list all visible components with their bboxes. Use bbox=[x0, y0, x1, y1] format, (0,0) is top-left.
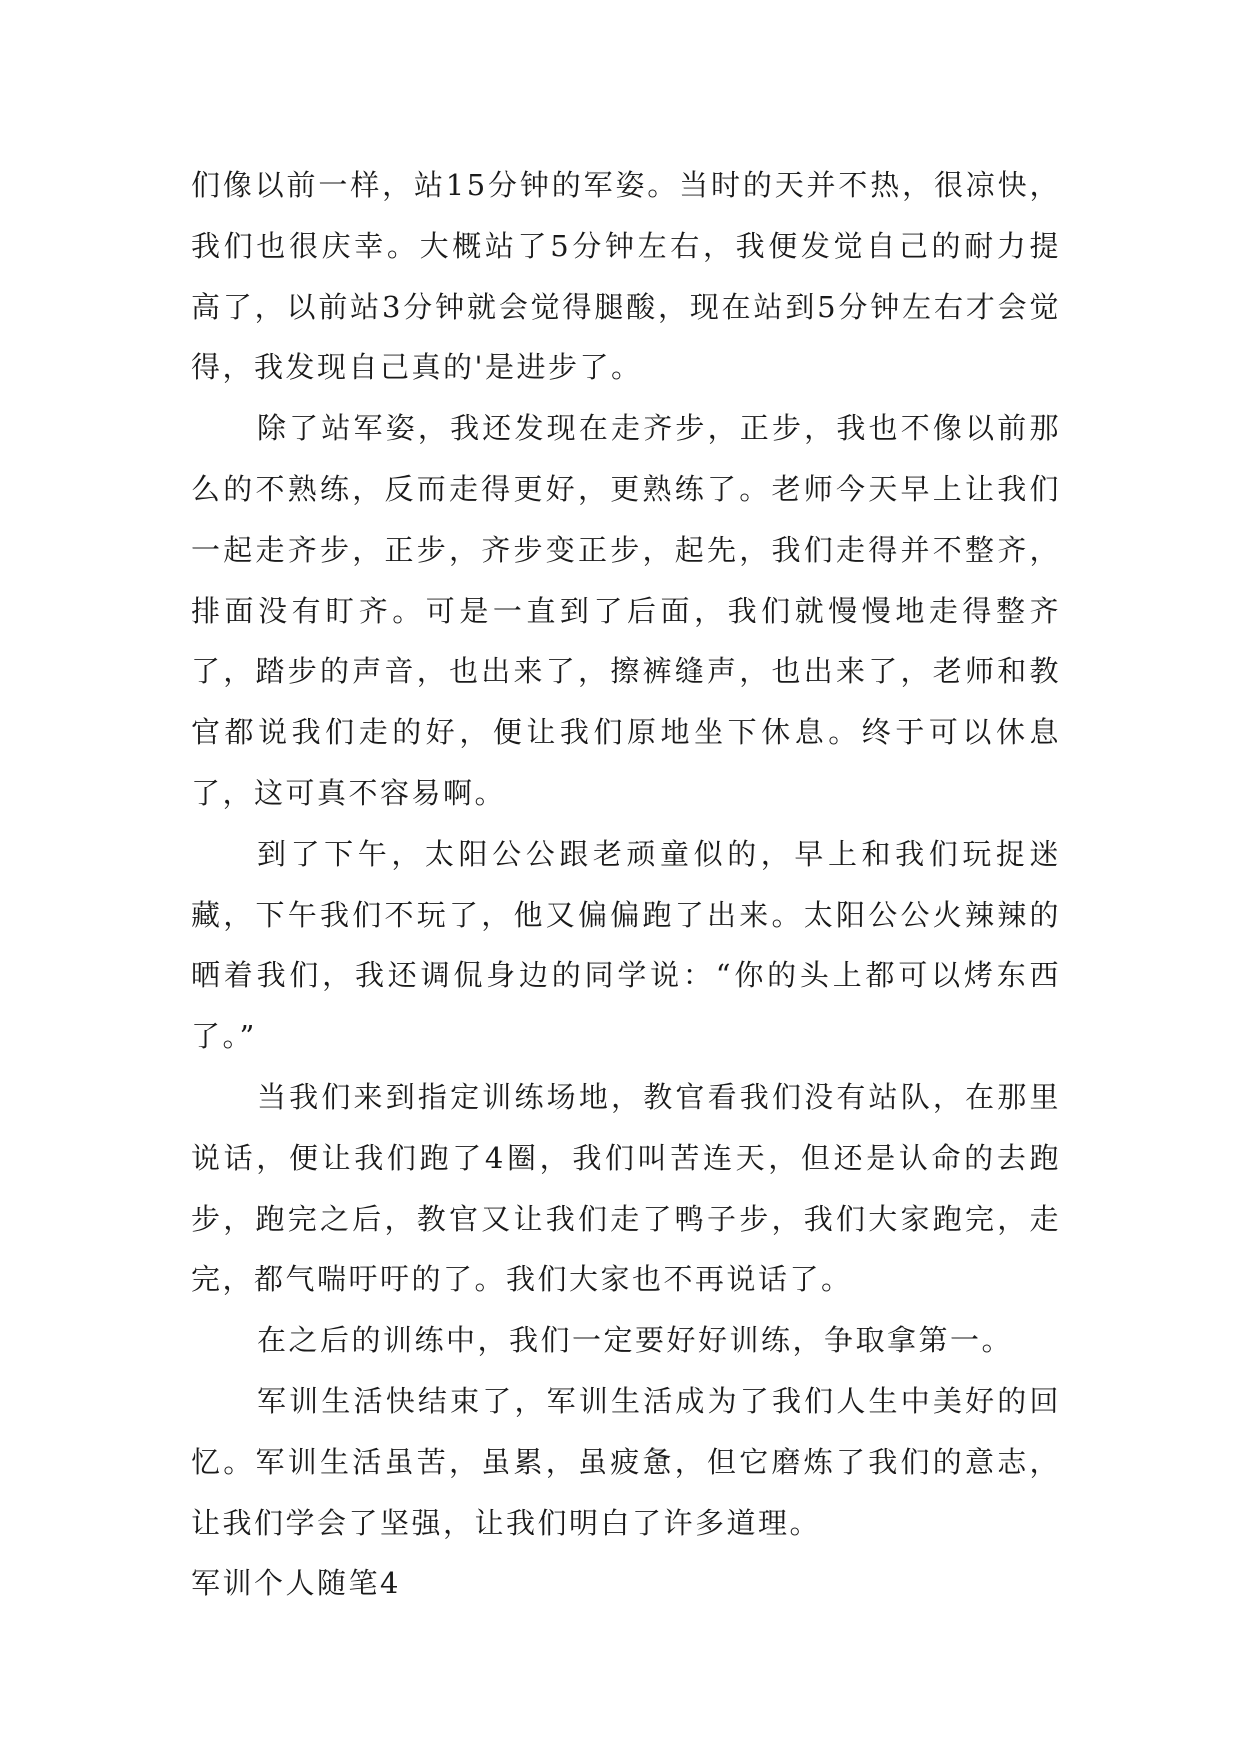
document-body bbox=[191, 155, 1061, 1614]
paragraph-5: 在之后的训练中，我们一定要好好训练，争取拿第一。 bbox=[257, 1323, 1014, 1358]
paragraph-4: 当我们来到指定训练场地，教官看我们没有站队，在那里说话，便让我们跑了4圈，我们叫苦连天，但还是认命的去跑步，跑完之后，教官又让我们走了鸭子步，我们大家跑完，走完，都气喘吁吁的了。我们大家也不再说话了。 bbox=[191, 1079, 1061, 1297]
section-heading: 军训个人随笔4 bbox=[191, 1566, 401, 1601]
paragraph-3: 到了下午，太阳公公跟老顽童似的，早上和我们玩捉迷藏，下午我们不玩了，他又偏偏跑了出来。太阳公公火辣辣的晒着我们，我还调侃身边的同学说：“你的头上都可以烤东西了。” bbox=[191, 836, 1061, 1054]
paragraph-2: 除了站军姿，我还发现在走齐步，正步，我也不像以前那么的不熟练，反而走得更好，更熟练了。老师今天早上让我们一起走齐步，正步，齐步变正步，起先，我们走得并不整齐，排面没有盯齐。可是一直到了后面，我们就慢慢地走得整齐了，踏步的声音，也出来了，擦裤缝声，也出来了，老师和教官都说我们走的好，便让我们原地坐下休息。终于可以休息了，这可真不容易啊。 bbox=[191, 411, 1061, 810]
paragraph-6: 军训生活快结束了，军训生活成为了我们人生中美好的回忆。军训生活虽苦，虽累，虽疲惫，但它磨炼了我们的意志，让我们学会了坚强，让我们明白了许多道理。 bbox=[191, 1383, 1061, 1540]
paragraph-1: 们像以前一样，站15分钟的军姿。当时的天并不热，很凉快，我们也很庆幸。大概站了5分钟左右，我便发觉自己的耐力提高了，以前站3分钟就会觉得腿酸，现在站到5分钟左右才会觉得，我发现自己真的'是进步了。 bbox=[191, 168, 1061, 385]
